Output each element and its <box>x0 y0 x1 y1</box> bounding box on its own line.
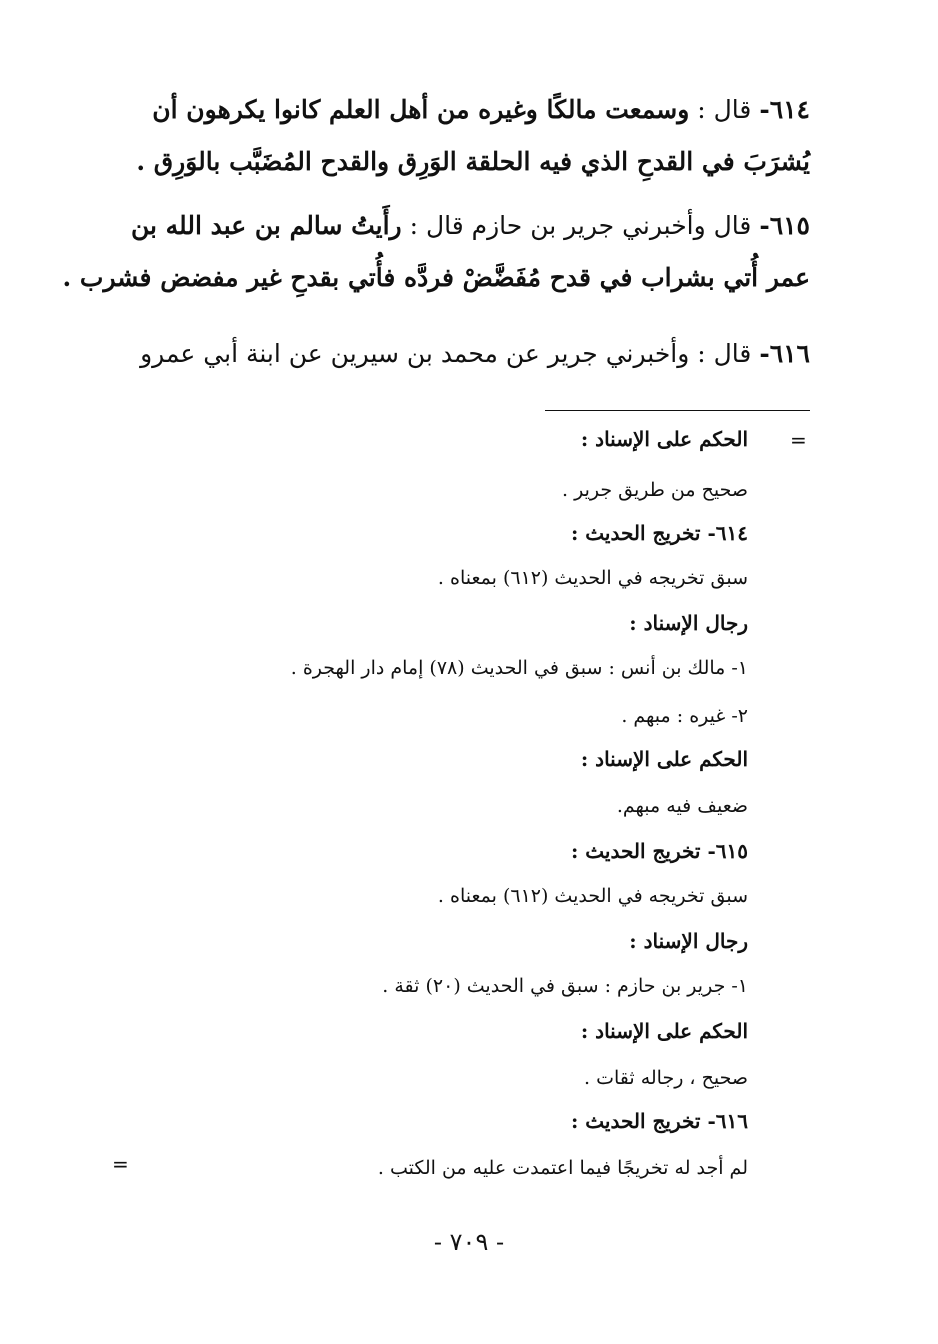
page-number: - ٧٠٩ - <box>433 1228 505 1256</box>
p615-line1-text: رأَيتُ سالم بن عبد الله بن <box>130 211 402 240</box>
p614-line2 <box>136 148 810 176</box>
p615-line2 <box>63 264 810 292</box>
p615-number: ٦١٥- <box>759 211 810 240</box>
ruling-head-1: الحكم على الإسناد : <box>580 427 748 451</box>
p614-line1-text: وسمعت مالكًا وغيره من أهل العلم كانوا يكرهون أن <box>152 95 690 124</box>
p615-line2-text: عمر أُتي بشراب في قدح مُفَضَّضْ فردَّه فأُتي بقدحِ غير مفضض فشرب . <box>62 263 810 292</box>
continuation-mark: = <box>790 428 807 452</box>
ruling-head-615: الحكم على الإسناد : <box>580 1019 748 1043</box>
takhrij-text-616: لم أجد له تخريجًا فيما اعتمدت عليه من الكتب . <box>377 1157 748 1179</box>
takhrij-text-614: سبق تخريجه في الحديث (٦١٢) بمعناه . <box>437 567 748 589</box>
p615-line1 <box>131 212 810 240</box>
takhrij-text-615: سبق تخريجه في الحديث (٦١٢) بمعناه . <box>437 885 748 907</box>
ruling-text-615: صحيح ، رجاله ثقات . <box>584 1067 748 1089</box>
rijal-615-1: ١- جرير بن حازم : سبق في الحديث (٢٠) ثقة . <box>382 975 748 997</box>
p614-intro: قال : <box>689 95 760 124</box>
takhrij-head-616: ٦١٦- تخريج الحديث : <box>570 1109 748 1133</box>
rijal-head-615: رجال الإسناد : <box>629 929 748 953</box>
footnote-separator <box>545 410 810 411</box>
p616-line1 <box>140 340 810 368</box>
p614-number: ٦١٤- <box>759 95 810 124</box>
p614-line1 <box>152 96 810 124</box>
rijal-head-614: رجال الإسناد : <box>629 611 748 635</box>
takhrij-head-614: ٦١٤- تخريج الحديث : <box>570 521 748 545</box>
rijal-614-1: ١- مالك بن أنس : سبق في الحديث (٧٨) إمام دار الهجرة . <box>290 657 748 679</box>
ruling-text-1: صحيح من طريق جرير . <box>562 479 748 501</box>
end-mark: = <box>112 1152 129 1176</box>
p615-intro: قال وأخبرني جرير بن حازم قال : <box>401 211 760 240</box>
p616-line1-text: قال : وأخبرني جرير عن محمد بن سيرين عن ابنة أبي عمرو <box>140 339 760 368</box>
takhrij-head-615: ٦١٥- تخريج الحديث : <box>570 839 748 863</box>
p614-line2-text: يُشرَبَ في القدحِ الذي فيه الحلقة الوَرِق والقدح المُضَبَّب بالوَرِق . <box>136 147 810 176</box>
ruling-head-614: الحكم على الإسناد : <box>580 747 748 771</box>
ruling-text-614: ضعيف فيه مبهم. <box>616 795 748 817</box>
rijal-614-2: ٢- غيره : مبهم . <box>621 705 748 727</box>
p616-number: ٦١٦- <box>759 339 810 368</box>
